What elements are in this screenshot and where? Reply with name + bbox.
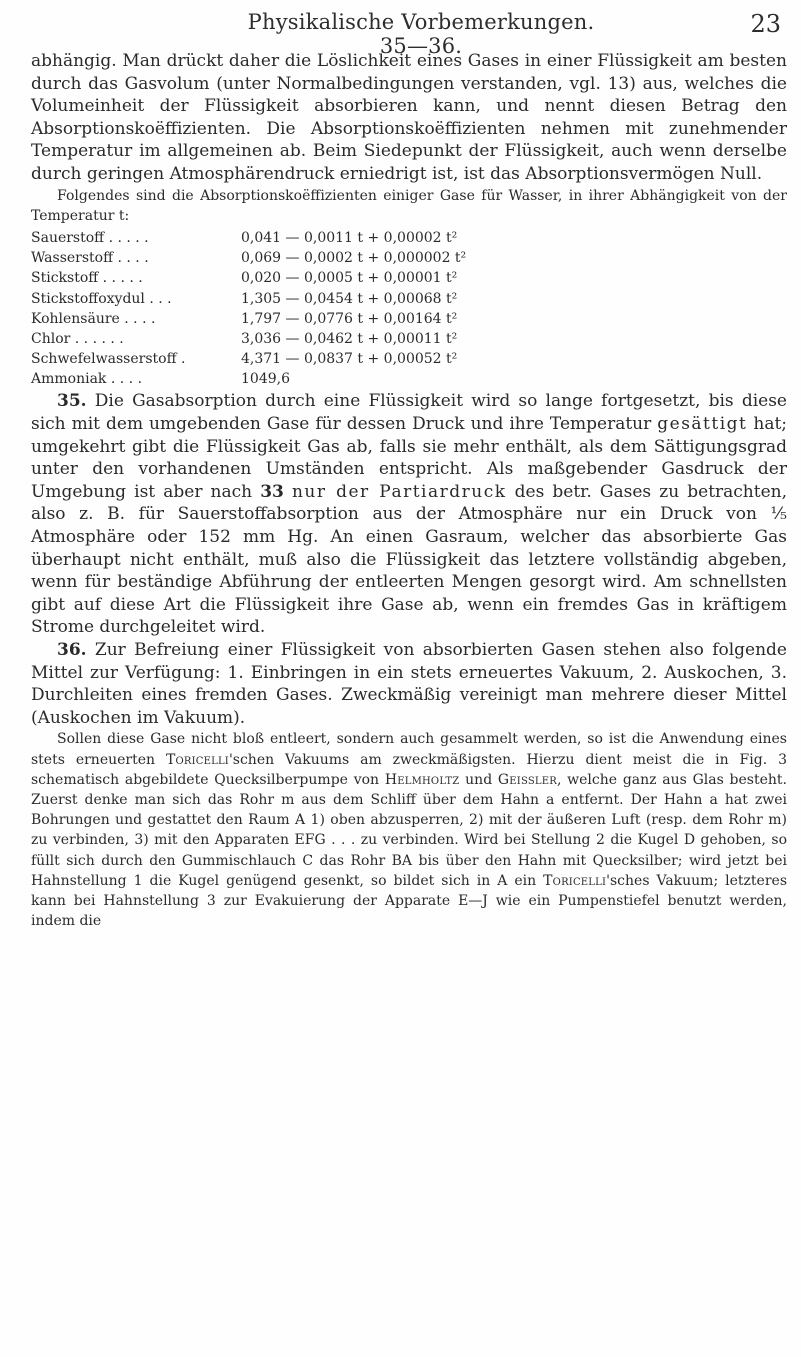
coefficient-formula: 4,371 — 0,0837 t + 0,00052 t² bbox=[241, 351, 458, 368]
running-head bbox=[0, 10, 801, 58]
section-35-space bbox=[284, 482, 292, 502]
coefficient-formula: 0,069 — 0,0002 t + 0,000002 t² bbox=[241, 250, 467, 267]
coefficient-formula: 1,305 — 0,0454 t + 0,00068 t² bbox=[241, 290, 458, 307]
section-35-text: Die Gasabsorption durch eine Flüssigkeit wird so lange fortgesetzt, bis diese sich mit dem umgebenden Gase für dessen Druck und ihre Temperatur bbox=[31, 391, 787, 435]
table-row bbox=[31, 228, 787, 248]
coefficient-formula: 0,041 — 0,0011 t + 0,00002 t² bbox=[241, 229, 458, 246]
person-name: Toricelli bbox=[165, 751, 229, 768]
section-number: 35. bbox=[57, 391, 87, 412]
coefficient-formula: 1,797 — 0,0776 t + 0,00164 t² bbox=[241, 310, 458, 327]
gas-name: Kohlensäure . . . . bbox=[31, 310, 156, 327]
section-35-text-continued: hat; umgekehrt gibt die Flüssigkeit Gas ab, falls sie mehr enthält, als dem Sättigungsgrad unter den vorhandenen Umständen entspricht. Als maßgebender Gasdruck der Umgebung ist aber nach bbox=[31, 414, 788, 502]
table-row bbox=[31, 329, 787, 349]
gas-name: Ammoniak . . . . bbox=[31, 371, 143, 388]
small-print-text: Sollen diese Gase nicht bloß entleert, sondern auch gesammelt werden, so ist die Anwendung eines stets erneuerten bbox=[31, 731, 787, 768]
small-print-text: 'schen Vakuums am zweckmäßigsten. Hierzu dient meist die in Fig. 3 schematisch abgebildete Quecksilberpumpe von bbox=[31, 751, 787, 788]
small-print-text: und bbox=[459, 771, 498, 788]
gas-name: Schwefelwasserstoff . bbox=[31, 351, 186, 368]
gas-name: Stickstoff . . . . . bbox=[31, 270, 143, 287]
gas-name: Wasserstoff . . . . bbox=[31, 250, 149, 267]
table-row bbox=[31, 289, 787, 309]
section-number: 36. bbox=[57, 640, 87, 660]
small-print-paragraph bbox=[31, 729, 787, 931]
person-name: Geissler bbox=[497, 771, 557, 788]
section-36-paragraph bbox=[31, 639, 787, 729]
small-print-text: 'sches Vakuum; letzteres kann bei Hahnstellung 3 zur Evakuierung der Apparate E—J wie ein Pumpenstiefel benutzt werden, indem die bbox=[31, 872, 787, 930]
table-introduction: Folgendes sind die Absorptionskoëffizienten einiger Gase für Wasser, in ihrer Abhängigkeit von der Temperatur t: bbox=[31, 187, 787, 224]
gas-name: Stickstoffoxydul . . . bbox=[31, 290, 172, 307]
running-title: Physikalische Vorbemerkungen. 35—36. bbox=[247, 10, 595, 58]
small-print-text: , welche ganz aus Glas besteht. Zuerst denke man sich das Rohr m aus dem Schliff über dem Hahn a entfernt. Der Hahn a hat zwei Bohrungen und gestattet den Raum A 1) oben abzusperren, 2) mit der äußeren Luft (resp. dem Rohr m) zu verbinden, 3) mit den Apparaten EFG . . . zu verbinden. Wird bei Stellung 2 die Kugel D gehoben, so füllt sich durch den Gummischlauch C das Rohr BA bis über den Hahn mit Quecksilber; wird jetzt bei Hahnstellung 1 die Kugel genügend gesenkt, so bildet sich in A ein bbox=[31, 771, 787, 889]
coefficient-formula: 3,036 — 0,0462 t + 0,00011 t² bbox=[241, 330, 458, 347]
table-row bbox=[31, 248, 787, 268]
section-35-paragraph bbox=[31, 390, 787, 639]
spaced-term: gesättigt bbox=[657, 414, 748, 435]
gas-name: Chlor . . . . . . bbox=[31, 330, 124, 347]
spaced-emphasis: nur der Partiardruck bbox=[291, 481, 507, 502]
section-36-text: Zur Befreiung einer Flüssigkeit von absorbierten Gasen stehen also folgende Mittel zur Verfügung: 1. Einbringen in ein stets erneuertes Vakuum, 2. Auskochen, 3. Durchleiten eines fremden Gases. Zweckmäßig vereinigt man mehrere dieser Mittel (Auskochen im Vakuum). bbox=[31, 640, 787, 728]
section-reference: 33 bbox=[260, 481, 284, 502]
table-row bbox=[31, 309, 787, 329]
page-number: 23 bbox=[750, 10, 781, 38]
person-name: Toricelli bbox=[543, 872, 607, 889]
person-name: Helmholtz bbox=[384, 771, 460, 788]
absorption-coefficients-table bbox=[31, 228, 787, 390]
coefficient-formula: 0,020 — 0,0005 t + 0,00001 t² bbox=[241, 270, 458, 287]
coefficient-formula: 1049,6 bbox=[241, 371, 290, 388]
gas-name: Sauerstoff . . . . . bbox=[31, 229, 149, 246]
table-row bbox=[31, 369, 787, 389]
paragraph-absorption-coefficient: abhängig. Man drückt daher die Löslichkeit eines Gases in einer Flüssigkeit am besten durch das Gasvolum (unter Normalbedingungen verstanden, vgl. 13) aus, welches die Volumeinheit der Flüssigkeit absorbieren kann, und nennt diesen Betrag den Absorptionskoëffizienten. Die Absorptionskoëffizienten nehmen mit zunehmender Temperatur im allgemeinen ab. Beim Siedepunkt der Flüssigkeit, auch wenn derselbe durch geringen Atmosphärendruck erniedrigt ist, ist das Absorptionsvermögen Null. bbox=[31, 51, 787, 184]
table-row bbox=[31, 349, 787, 369]
table-row bbox=[31, 268, 787, 288]
section-35-conclusion: des betr. Gases zu betrachten, also z. B. für Sauerstoffabsorption aus der Atmosphäre nur ein Druck von ⅕ Atmosphäre oder 152 mm Hg. An einen Gasraum, welcher das absorbierte Gas überhaupt nicht enthält, muß also die Flüssigkeit das letztere vollständig abgeben, wenn für beständige Abführung der entleerten Mengen gesorgt wird. Am schnellsten gibt auf diese Art die Flüssigkeit ihre Gase ab, wenn ein fremdes Gas in kräftigem Strome durchgeleitet wird. bbox=[31, 481, 788, 638]
page-content bbox=[31, 50, 787, 931]
